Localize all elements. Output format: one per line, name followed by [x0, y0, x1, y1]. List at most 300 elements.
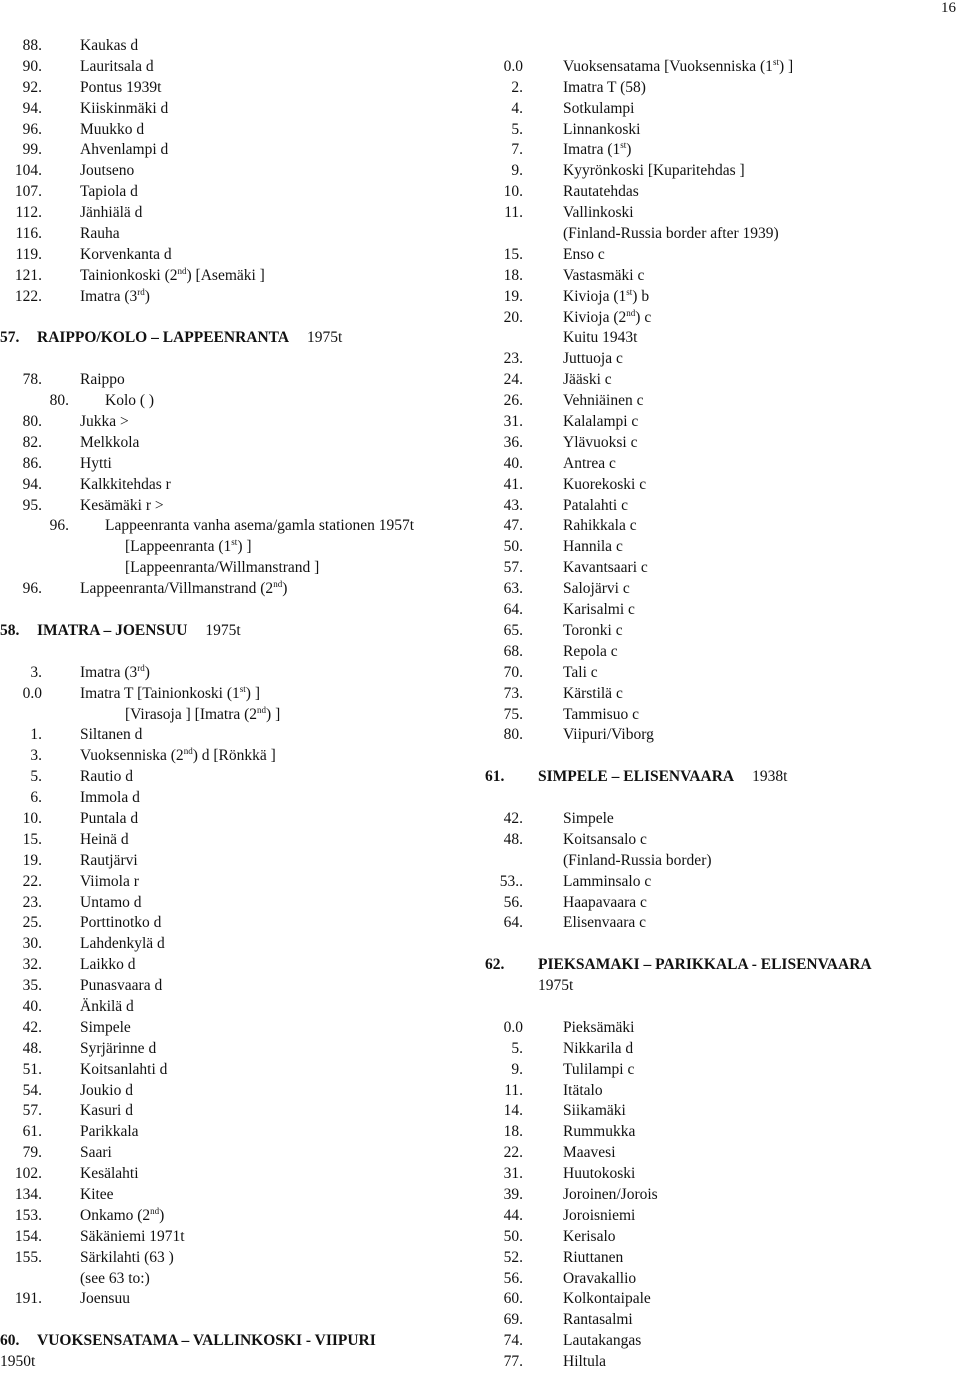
station-name: Joutseno [80, 162, 135, 180]
station-name: Porttinotko d [80, 914, 162, 932]
station-entry [0, 1039, 470, 1060]
station-name: [Lappeenranta (1st) ] [125, 537, 252, 556]
station-entry [483, 1101, 953, 1122]
station-entry [483, 1289, 953, 1310]
station-entry [0, 182, 470, 203]
station-entry [0, 725, 470, 746]
station-entry [0, 224, 470, 245]
station-entry [0, 558, 470, 579]
station-entry [0, 454, 470, 475]
station-entry [483, 1310, 953, 1331]
station-name: [Lappeenranta/Willmanstrand ] [125, 559, 320, 577]
station-name: Ahvenlampi d [80, 141, 169, 159]
station-entry [0, 934, 470, 955]
station-name: 1950t [0, 1353, 36, 1371]
station-name: Saari [80, 1144, 112, 1162]
station-km: 99. [22, 141, 42, 159]
station-name: Linnankoski [563, 120, 641, 138]
station-entry [483, 705, 953, 726]
station-km: 39. [503, 1185, 523, 1203]
spacer [0, 600, 470, 621]
station-km: 96. [22, 120, 42, 138]
station-km: 92. [22, 78, 42, 96]
station-km: 78. [22, 371, 42, 389]
station-km: 0.0 [503, 57, 523, 75]
station-name: Ylävuoksi c [563, 433, 638, 451]
station-km: 119. [15, 245, 42, 263]
station-entry [0, 1227, 470, 1248]
station-name: Jukka > [80, 413, 129, 431]
station-entry [483, 1039, 953, 1060]
station-km: 5. [511, 120, 523, 138]
station-km: 40. [22, 997, 42, 1015]
station-name: Toronki c [563, 621, 623, 639]
station-name: Imatra (3rd) [80, 662, 150, 681]
station-name: Lautakangas [563, 1332, 642, 1350]
station-name: Kivioja (2nd) c [563, 307, 652, 326]
station-name: Koitsanlahti d [80, 1060, 168, 1078]
station-name: Riuttanen [563, 1248, 624, 1266]
station-km: 30. [22, 935, 42, 953]
station-entry [0, 516, 470, 537]
station-entry [0, 955, 470, 976]
station-name: Muukko d [80, 120, 145, 138]
station-entry [0, 412, 470, 433]
station-entry [0, 99, 470, 120]
station-km: 0.0 [503, 1018, 523, 1036]
station-km: 86. [22, 454, 42, 472]
station-entry [483, 558, 953, 579]
station-name: Lauritsala d [80, 57, 154, 75]
station-km: 80. [22, 413, 42, 431]
station-name: Rautio d [80, 768, 133, 786]
station-name: Kaukas d [80, 37, 139, 54]
station-km: 64. [503, 601, 523, 619]
station-km: 121. [14, 266, 42, 284]
station-name: Säkäniemi 1971t [80, 1227, 185, 1245]
section-heading [0, 621, 470, 642]
station-name: Kiiskinmäki d [80, 99, 169, 117]
station-entry [0, 1269, 470, 1290]
station-name: Viipuri/Viborg [563, 726, 654, 744]
station-km: 79. [22, 1144, 42, 1162]
station-entry [483, 1018, 953, 1039]
left-column [0, 36, 470, 1373]
station-name: Hytti [80, 454, 112, 472]
station-entry [483, 287, 953, 308]
station-name: Hiltula [563, 1353, 607, 1371]
station-km: 50. [503, 538, 523, 556]
station-name: Kärstilä c [563, 684, 623, 702]
station-km: 102. [14, 1165, 42, 1183]
station-name: Melkkola [80, 433, 140, 451]
station-km: 75. [503, 705, 523, 723]
station-name: Kasuri d [80, 1102, 133, 1120]
station-km: 31. [503, 413, 523, 431]
station-name: (Finland-Russia border) [563, 851, 712, 869]
station-km: 5. [511, 1039, 523, 1057]
station-km: 36. [503, 433, 523, 451]
station-entry [0, 287, 470, 308]
station-entry [483, 140, 953, 161]
station-entry [483, 370, 953, 391]
station-entry [0, 997, 470, 1018]
station-km: 3. [30, 663, 42, 681]
station-km: 57. [22, 1102, 42, 1120]
station-entry [483, 621, 953, 642]
station-entry [483, 725, 953, 746]
station-entry [483, 976, 953, 997]
spacer [483, 746, 953, 767]
station-name: Antrea c [563, 454, 616, 472]
station-km: 73. [503, 684, 523, 702]
station-entry [0, 579, 470, 600]
station-km: 22. [503, 1144, 523, 1162]
station-km: 69. [503, 1311, 523, 1329]
station-entry [483, 266, 953, 287]
station-km: 50. [503, 1227, 523, 1245]
station-name: Imatra T (58) [563, 78, 646, 96]
spacer [483, 788, 953, 809]
station-name: Tali c [563, 663, 598, 681]
station-km: 68. [503, 642, 523, 660]
station-entry [483, 99, 953, 120]
station-name: Rauha [80, 225, 120, 243]
station-entry [483, 412, 953, 433]
station-name: Joukio d [80, 1081, 133, 1099]
station-km: 14. [503, 1102, 523, 1120]
station-km: 48. [503, 830, 523, 848]
station-entry [483, 433, 953, 454]
station-name: Viimola r [80, 872, 139, 890]
section-number: 62. [485, 956, 505, 974]
station-km: 26. [503, 392, 523, 410]
station-entry [483, 809, 953, 830]
station-entry [483, 496, 953, 517]
station-km: 42. [22, 1018, 42, 1036]
station-name: Kavantsaari c [563, 559, 648, 577]
station-entry [0, 1018, 470, 1039]
station-entry [483, 120, 953, 141]
spacer [0, 1310, 470, 1331]
station-name: Immola d [80, 789, 140, 807]
station-km: 19. [503, 287, 523, 305]
station-km: 116. [15, 225, 42, 243]
station-name: Rahikkala c [563, 517, 637, 535]
station-name: Tulilampi c [563, 1060, 635, 1078]
station-name: Lahdenkylä d [80, 935, 165, 953]
station-name: Siikamäki [563, 1102, 626, 1120]
station-km: 61. [22, 1123, 42, 1141]
station-entry [483, 1248, 953, 1269]
station-name: Vuoksenniska (2nd) d [Rönkkä ] [80, 746, 276, 765]
station-entry [0, 893, 470, 914]
station-name: Repola c [563, 642, 618, 660]
station-km: 80. [49, 392, 69, 410]
station-entry [483, 830, 953, 851]
station-name: 1975t [538, 977, 574, 995]
station-name: Lappeenranta/Villmanstrand (2nd) [80, 579, 288, 598]
station-km: 41. [503, 475, 523, 493]
station-km: 40. [503, 454, 523, 472]
station-entry [483, 349, 953, 370]
station-km: 107. [14, 183, 42, 201]
station-km: 134. [14, 1185, 42, 1203]
station-name: Kesämäki r > [80, 496, 164, 514]
station-entry [483, 245, 953, 266]
station-km: 9. [511, 162, 523, 180]
station-name: Puntala d [80, 809, 139, 827]
section-title: IMATRA – JOENSUU 1975t [37, 621, 241, 639]
station-km: 6. [30, 789, 42, 807]
station-name: Kitee [80, 1185, 114, 1203]
section-heading [483, 767, 953, 788]
station-name: Vallinkoski [563, 204, 634, 222]
spacer [483, 36, 953, 57]
station-km: 7. [511, 141, 523, 159]
station-name: Korvenkanta d [80, 245, 172, 263]
station-entry [0, 370, 470, 391]
station-name: Tammisuo c [563, 705, 639, 723]
station-name: Rantasalmi [563, 1311, 633, 1329]
station-km: 22. [22, 872, 42, 890]
station-entry [0, 78, 470, 99]
station-name: Onkamo (2nd) [80, 1205, 165, 1224]
station-entry [0, 245, 470, 266]
station-name: Maavesi [563, 1144, 616, 1162]
section-number: 60. [0, 1332, 20, 1350]
station-km: 64. [503, 914, 523, 932]
station-km: 43. [503, 496, 523, 514]
station-km: 35. [22, 977, 42, 995]
station-name: Kivioja (1st) b [563, 286, 650, 305]
station-name: Heinä d [80, 830, 129, 848]
station-name: Lappeenranta vanha asema/gamla stationen 1957t [105, 517, 415, 535]
station-name: Vuoksensatama [Vuoksenniska (1st) ] [563, 56, 794, 75]
station-name: Kalkkitehdas r [80, 475, 171, 493]
station-name: Sotkulampi [563, 99, 635, 117]
station-km: 96. [49, 517, 69, 535]
station-name: Kuorekoski c [563, 475, 647, 493]
station-entry [483, 1185, 953, 1206]
station-name: Jänhiälä d [80, 204, 143, 222]
station-entry [483, 684, 953, 705]
station-km: 23. [22, 893, 42, 911]
station-entry [0, 203, 470, 224]
station-name: Siltanen d [80, 726, 143, 744]
station-name: Itätalo [563, 1081, 603, 1099]
station-entry [483, 1227, 953, 1248]
station-km: 65. [503, 621, 523, 639]
spacer [483, 997, 953, 1018]
station-entry [0, 913, 470, 934]
section-heading [0, 1331, 470, 1352]
station-km: 11. [504, 204, 523, 222]
section-title: RAIPPO/KOLO – LAPPEENRANTA 1975t [37, 329, 343, 347]
station-entry [483, 851, 953, 872]
spacer [483, 934, 953, 955]
station-km: 95. [22, 496, 42, 514]
station-entry [0, 1081, 470, 1102]
station-name: Imatra (3rd) [80, 286, 150, 305]
station-km: 112. [15, 204, 42, 222]
station-name: Kesälahti [80, 1165, 139, 1183]
station-entry [0, 830, 470, 851]
station-name: Kyyrönkoski [Kuparitehdas ] [563, 162, 745, 180]
station-name: Joroisniemi [563, 1206, 636, 1224]
station-entry [0, 433, 470, 454]
station-name: Joensuu [80, 1290, 130, 1308]
station-km: 25. [22, 914, 42, 932]
station-name: Jääski c [563, 371, 612, 389]
station-entry [483, 1269, 953, 1290]
station-name: Lamminsalo c [563, 872, 652, 890]
station-name: Imatra (1st) [563, 140, 632, 159]
station-name: Rummukka [563, 1123, 636, 1141]
station-entry [483, 328, 953, 349]
station-km: 57. [503, 559, 523, 577]
section-year: 1938t [752, 768, 788, 786]
station-entry [483, 872, 953, 893]
station-entry [0, 788, 470, 809]
station-entry [0, 496, 470, 517]
station-entry [0, 684, 470, 705]
station-entry [483, 308, 953, 329]
station-entry [0, 1122, 470, 1143]
station-entry [483, 1331, 953, 1352]
spacer [0, 308, 470, 329]
station-name: (see 63 to:) [80, 1269, 150, 1287]
station-entry [483, 1060, 953, 1081]
station-entry [483, 1206, 953, 1227]
station-km: 77. [503, 1353, 523, 1371]
station-km: 56. [503, 893, 523, 911]
station-name: Parikkala [80, 1123, 139, 1141]
station-entry [0, 36, 470, 57]
station-km: 23. [503, 350, 523, 368]
station-entry [483, 1143, 953, 1164]
station-km: 51. [22, 1060, 42, 1078]
station-entry [483, 57, 953, 78]
station-km: 44. [503, 1206, 523, 1224]
station-name: Haapavaara c [563, 893, 647, 911]
station-km: 94. [22, 99, 42, 117]
station-entry [0, 705, 470, 726]
station-entry [0, 767, 470, 788]
station-name: Elisenvaara c [563, 914, 647, 932]
section-heading [483, 955, 953, 976]
station-name: Patalahti c [563, 496, 628, 514]
station-name: Kolkontaipale [563, 1290, 651, 1308]
station-km: 48. [22, 1039, 42, 1057]
station-name: (Finland-Russia border after 1939) [563, 225, 779, 243]
station-km: 153. [14, 1206, 42, 1224]
section-number: 57. [0, 329, 20, 347]
station-km: 60. [503, 1290, 523, 1308]
station-name: Rautjärvi [80, 851, 138, 869]
station-km: 122. [14, 287, 42, 305]
station-km: 52. [503, 1248, 523, 1266]
station-km: 96. [22, 580, 42, 598]
station-km: 15. [22, 830, 42, 848]
station-entry [0, 475, 470, 496]
station-entry [0, 537, 470, 558]
station-entry [0, 1143, 470, 1164]
station-km: 104. [14, 162, 42, 180]
station-name: Imatra T [Tainionkoski (1st) ] [80, 683, 260, 702]
station-km: 11. [504, 1081, 523, 1099]
station-entry [0, 976, 470, 997]
station-entry [483, 224, 953, 245]
station-entry [0, 1060, 470, 1081]
station-name: Joroinen/Jorois [563, 1185, 658, 1203]
station-km: 3. [30, 747, 42, 765]
station-name: Kerisalo [563, 1227, 616, 1245]
station-entry [0, 1352, 470, 1373]
station-km: 56. [503, 1269, 523, 1287]
station-entry [0, 1185, 470, 1206]
station-name: Kalalampi c [563, 413, 639, 431]
station-entry [0, 809, 470, 830]
station-name: Oravakallio [563, 1269, 637, 1287]
station-name: Juttuoja c [563, 350, 623, 368]
station-entry [483, 663, 953, 684]
station-entry [0, 1248, 470, 1269]
station-entry [0, 120, 470, 141]
station-entry [483, 642, 953, 663]
station-name: Hannila c [563, 538, 623, 556]
section-title: SIMPELE – ELISENVAARA 1938t [538, 768, 788, 786]
station-name: Simpele [80, 1018, 131, 1036]
station-km: 5. [30, 768, 42, 786]
station-name: Pieksämäki [563, 1018, 635, 1036]
station-entry [483, 182, 953, 203]
station-km: 47. [503, 517, 523, 535]
station-name: Rautatehdas [563, 183, 639, 201]
station-km: 70. [503, 663, 523, 681]
station-km: 80. [503, 726, 523, 744]
station-name: Salojärvi c [563, 580, 630, 598]
station-name: Enso c [563, 245, 605, 263]
station-name: Untamo d [80, 893, 142, 911]
station-km: 31. [503, 1165, 523, 1183]
section-title: VUOKSENSATAMA – VALLINKOSKI - VIIPURI [37, 1332, 376, 1350]
station-name: Simpele [563, 809, 614, 827]
station-km: 191. [14, 1290, 42, 1308]
station-entry [0, 1164, 470, 1185]
station-entry [483, 161, 953, 182]
station-km: 63. [503, 580, 523, 598]
station-km: 42. [503, 809, 523, 827]
station-name: Huutokoski [563, 1165, 636, 1183]
station-km: 20. [503, 308, 523, 326]
station-entry [483, 78, 953, 99]
station-km: 2. [511, 78, 523, 96]
station-km: 74. [503, 1332, 523, 1350]
section-title: PIEKSAMAKI – PARIKKALA - ELISENVAARA [538, 956, 872, 974]
section-number: 61. [485, 768, 505, 786]
station-entry [0, 872, 470, 893]
station-km: 82. [22, 433, 42, 451]
station-name: [Virasoja ] [Imatra (2nd) ] [125, 704, 281, 723]
station-name: Vehniäinen c [563, 392, 644, 410]
spacer [0, 642, 470, 663]
station-km: 18. [503, 1123, 523, 1141]
station-entry [483, 913, 953, 934]
station-km: 54. [22, 1081, 42, 1099]
station-km: 1. [30, 726, 42, 744]
station-km: 10. [22, 809, 42, 827]
